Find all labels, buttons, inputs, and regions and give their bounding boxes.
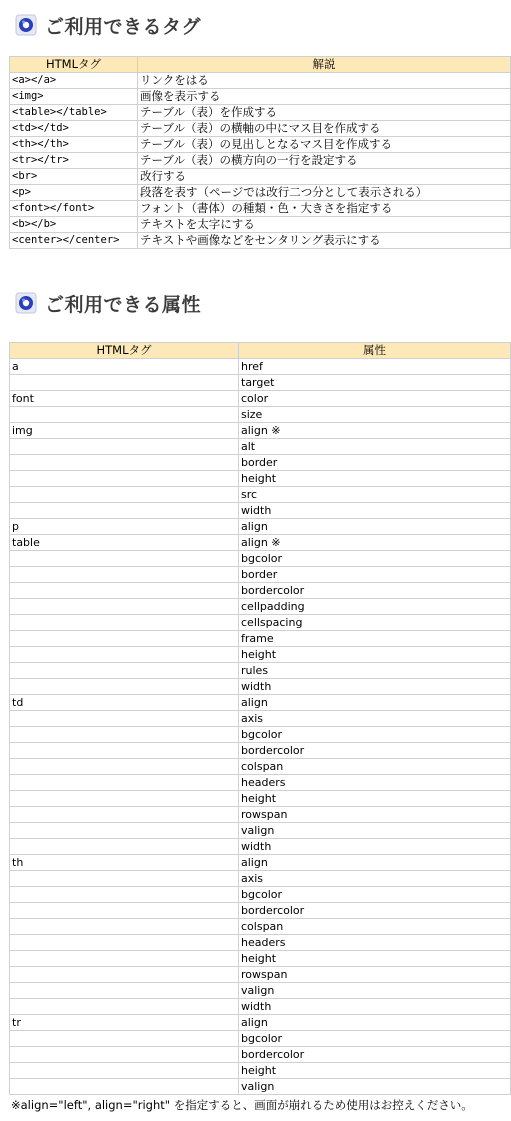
value-cell: href	[239, 359, 511, 375]
tag-cell: tr	[10, 1015, 239, 1031]
table-row	[10, 1079, 511, 1095]
tag-cell: <table></table>	[10, 105, 138, 121]
tag-cell	[10, 983, 239, 999]
table-row	[10, 105, 511, 121]
value-cell: テーブル（表）の見出しとなるマス目を作成する	[138, 137, 511, 153]
value-cell: フォント（書体）の種類・色・大きさを指定する	[138, 201, 511, 217]
tag-cell	[10, 743, 239, 759]
tag-cell: <br>	[10, 169, 138, 185]
tag-cell	[10, 567, 239, 583]
value-cell: rowspan	[239, 807, 511, 823]
table-row	[10, 919, 511, 935]
value-cell: valign	[239, 823, 511, 839]
tag-cell	[10, 407, 239, 423]
tag-cell	[10, 1063, 239, 1079]
tag-cell	[10, 1047, 239, 1063]
table-row	[10, 583, 511, 599]
value-cell: axis	[239, 871, 511, 887]
table-row	[10, 903, 511, 919]
table-row	[10, 791, 511, 807]
value-cell: frame	[239, 631, 511, 647]
value-cell: size	[239, 407, 511, 423]
tag-cell: <img>	[10, 89, 138, 105]
tag-cell: td	[10, 695, 239, 711]
value-cell: border	[239, 455, 511, 471]
table-row	[10, 487, 511, 503]
value-cell: bordercolor	[239, 903, 511, 919]
value-cell: テーブル（表）の横方向の一行を設定する	[138, 153, 511, 169]
table-row	[10, 359, 511, 375]
table-row	[10, 201, 511, 217]
table-row	[10, 951, 511, 967]
column-header: HTMLタグ	[10, 343, 239, 359]
value-cell: border	[239, 567, 511, 583]
tag-cell	[10, 631, 239, 647]
tag-cell	[10, 935, 239, 951]
value-cell: target	[239, 375, 511, 391]
table-row	[10, 855, 511, 871]
section-heading-attributes	[14, 289, 201, 317]
table-row	[10, 169, 511, 185]
tag-cell	[10, 1079, 239, 1095]
value-cell: height	[239, 791, 511, 807]
table-row	[10, 711, 511, 727]
value-cell: valign	[239, 1079, 511, 1095]
table-row	[10, 503, 511, 519]
tag-cell	[10, 503, 239, 519]
tag-cell	[10, 599, 239, 615]
value-cell: headers	[239, 935, 511, 951]
table-row	[10, 647, 511, 663]
table-row	[10, 599, 511, 615]
table-row	[10, 407, 511, 423]
value-cell: height	[239, 647, 511, 663]
tag-cell	[10, 999, 239, 1015]
table-row	[10, 759, 511, 775]
table-header-row	[10, 343, 511, 359]
tag-cell: <b></b>	[10, 217, 138, 233]
tag-cell	[10, 615, 239, 631]
value-cell: src	[239, 487, 511, 503]
value-cell: テーブル（表）の横軸の中にマス目を作成する	[138, 121, 511, 137]
column-header: 解説	[138, 57, 511, 73]
table-row	[10, 663, 511, 679]
tag-cell	[10, 455, 239, 471]
table-row	[10, 391, 511, 407]
tag-cell	[10, 791, 239, 807]
value-cell: bordercolor	[239, 1047, 511, 1063]
table-row	[10, 695, 511, 711]
table-row	[10, 233, 511, 249]
value-cell: bgcolor	[239, 727, 511, 743]
value-cell: width	[239, 839, 511, 855]
value-cell: bgcolor	[239, 1031, 511, 1047]
tag-cell	[10, 967, 239, 983]
tag-cell	[10, 487, 239, 503]
blue-ring-icon	[14, 13, 38, 37]
table-row	[10, 121, 511, 137]
table-row	[10, 1063, 511, 1079]
tag-cell: <tr></tr>	[10, 153, 138, 169]
value-cell: alt	[239, 439, 511, 455]
table-row	[10, 679, 511, 695]
table-row	[10, 455, 511, 471]
table-row	[10, 807, 511, 823]
tags-table	[9, 56, 511, 249]
value-cell: color	[239, 391, 511, 407]
value-cell: width	[239, 503, 511, 519]
table-row	[10, 137, 511, 153]
value-cell: 画像を表示する	[138, 89, 511, 105]
tag-cell: <a></a>	[10, 73, 138, 89]
tag-cell	[10, 1031, 239, 1047]
table-row	[10, 535, 511, 551]
value-cell: headers	[239, 775, 511, 791]
table-row	[10, 839, 511, 855]
tag-cell	[10, 951, 239, 967]
tag-cell: <td></td>	[10, 121, 138, 137]
tag-cell	[10, 663, 239, 679]
table-row	[10, 89, 511, 105]
tag-cell	[10, 679, 239, 695]
table-row	[10, 551, 511, 567]
value-cell: cellspacing	[239, 615, 511, 631]
table-row	[10, 73, 511, 89]
value-cell: テキストや画像などをセンタリング表示にする	[138, 233, 511, 249]
tag-cell: <font></font>	[10, 201, 138, 217]
value-cell: 段落を表す（ページでは改行二つ分として表示される）	[138, 185, 511, 201]
value-cell: align ※	[239, 535, 511, 551]
tag-cell	[10, 823, 239, 839]
section-heading-tags	[14, 11, 201, 39]
table-row	[10, 471, 511, 487]
tag-cell	[10, 647, 239, 663]
table-row	[10, 631, 511, 647]
tag-cell: <th></th>	[10, 137, 138, 153]
attributes-table	[9, 342, 511, 1095]
column-header: HTMLタグ	[10, 57, 138, 73]
table-row	[10, 1047, 511, 1063]
value-cell: rowspan	[239, 967, 511, 983]
value-cell: align	[239, 695, 511, 711]
value-cell: height	[239, 1063, 511, 1079]
table-row	[10, 423, 511, 439]
table-row	[10, 217, 511, 233]
tag-cell: p	[10, 519, 239, 535]
tag-cell	[10, 711, 239, 727]
tag-cell: <center></center>	[10, 233, 138, 249]
tag-cell: img	[10, 423, 239, 439]
tag-cell: a	[10, 359, 239, 375]
value-cell: height	[239, 951, 511, 967]
tag-cell	[10, 551, 239, 567]
tag-cell: table	[10, 535, 239, 551]
table-row	[10, 727, 511, 743]
table-row	[10, 823, 511, 839]
tag-cell: th	[10, 855, 239, 871]
value-cell: colspan	[239, 919, 511, 935]
tag-cell	[10, 871, 239, 887]
tag-cell	[10, 919, 239, 935]
tag-cell	[10, 375, 239, 391]
value-cell: bordercolor	[239, 583, 511, 599]
value-cell: align ※	[239, 423, 511, 439]
value-cell: bordercolor	[239, 743, 511, 759]
value-cell: rules	[239, 663, 511, 679]
table-row	[10, 887, 511, 903]
tag-cell	[10, 807, 239, 823]
table-row	[10, 1031, 511, 1047]
table-row	[10, 439, 511, 455]
value-cell: bgcolor	[239, 887, 511, 903]
column-header: 属性	[239, 343, 511, 359]
tag-cell	[10, 775, 239, 791]
tag-cell: font	[10, 391, 239, 407]
tag-cell	[10, 903, 239, 919]
table-row	[10, 615, 511, 631]
table-row	[10, 967, 511, 983]
tag-cell	[10, 887, 239, 903]
tag-cell	[10, 439, 239, 455]
table-row	[10, 775, 511, 791]
value-cell: align	[239, 855, 511, 871]
table-row	[10, 1015, 511, 1031]
table-row	[10, 935, 511, 951]
value-cell: align	[239, 1015, 511, 1031]
value-cell: valign	[239, 983, 511, 999]
blue-ring-icon	[14, 291, 38, 315]
section-title: ご利用できるタグ	[45, 15, 202, 38]
table-row	[10, 519, 511, 535]
table-row	[10, 185, 511, 201]
value-cell: bgcolor	[239, 551, 511, 567]
value-cell: axis	[239, 711, 511, 727]
section-title: ご利用できる属性	[45, 293, 202, 316]
tag-cell: <p>	[10, 185, 138, 201]
value-cell: リンクをはる	[138, 73, 511, 89]
value-cell: 改行する	[138, 169, 511, 185]
table-row	[10, 983, 511, 999]
value-cell: width	[239, 999, 511, 1015]
value-cell: width	[239, 679, 511, 695]
table-row	[10, 999, 511, 1015]
value-cell: テーブル（表）を作成する	[138, 105, 511, 121]
tag-cell	[10, 727, 239, 743]
value-cell: align	[239, 519, 511, 535]
tag-cell	[10, 759, 239, 775]
tag-cell	[10, 839, 239, 855]
value-cell: height	[239, 471, 511, 487]
tag-cell	[10, 471, 239, 487]
table-header-row	[10, 57, 511, 73]
value-cell: colspan	[239, 759, 511, 775]
value-cell: cellpadding	[239, 599, 511, 615]
value-cell: テキストを太字にする	[138, 217, 511, 233]
usage-note: ※align="left", align="right" を指定すると、画面が崩れるため使用はお控えください。	[11, 1098, 473, 1112]
tag-cell	[10, 583, 239, 599]
table-row	[10, 871, 511, 887]
table-row	[10, 375, 511, 391]
table-row	[10, 153, 511, 169]
table-row	[10, 743, 511, 759]
table-row	[10, 567, 511, 583]
